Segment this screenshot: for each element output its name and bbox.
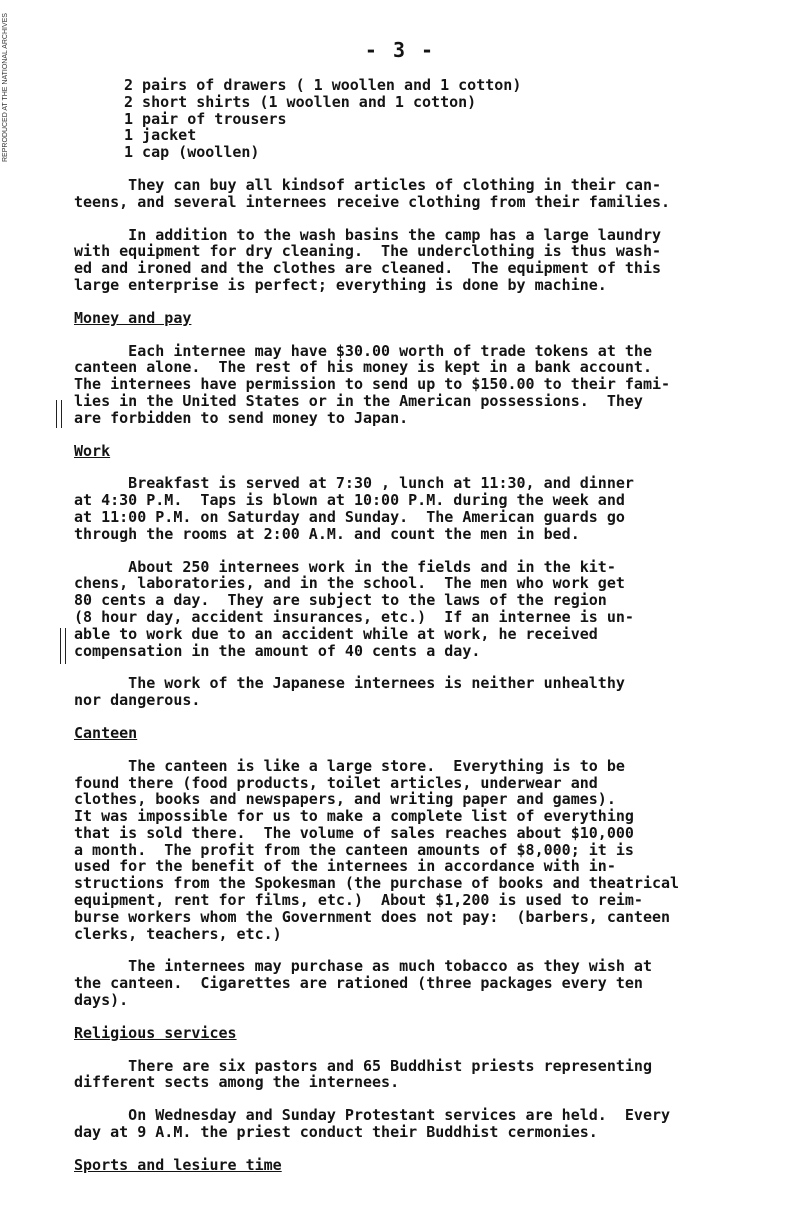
list-item: 1 jacket: [124, 126, 197, 145]
text-line: structions from the Spokesman (the purchase of books and theatrical: [74, 874, 680, 893]
list-item: 2 short shirts (1 woollen and 1 cotton): [124, 92, 477, 111]
text-line: On Wednesday and Sunday Protestant services are held. Every: [74, 1106, 671, 1125]
paragraph-canteen-clothing: [74, 177, 749, 211]
text-line: clothes, books and newspapers, and writing paper and games).: [74, 790, 616, 809]
text-line: The internees may purchase as much tobacco as they wish at: [74, 957, 652, 976]
text-line: In addition to the wash basins the camp has a large laundry: [74, 225, 661, 244]
text-line: with equipment for dry cleaning. The underclothing is thus wash-: [74, 242, 661, 261]
text-line: compensation in the amount of 40 cents a day.: [74, 641, 481, 660]
section-heading-work: Work: [74, 441, 111, 460]
paragraph-laundry: [74, 227, 749, 294]
text-line: It was impossible for us to make a complete list of everything: [74, 807, 634, 826]
text-line: The internees have permission to send up to $150.00 to their fami-: [74, 375, 671, 394]
section-heading-money: Money and pay: [74, 308, 192, 327]
text-line: days).: [74, 991, 129, 1010]
text-line: at 4:30 P.M. Taps is blown at 10:00 P.M. during the week and: [74, 491, 625, 510]
text-line: lies in the United States or in the American possessions. They: [74, 391, 643, 410]
paragraph-religious-services: [74, 1107, 749, 1141]
text-line: different sects among the internees.: [74, 1073, 400, 1092]
text-line: chens, laboratories, and in the school. The men who work get: [74, 574, 625, 593]
text-line: canteen alone. The rest of his money is kept in a bank account.: [74, 358, 652, 377]
section-heading-sports: Sports and lesiure time: [74, 1155, 282, 1174]
list-item: 2 pairs of drawers ( 1 woollen and 1 cotton): [124, 76, 522, 94]
document-body: [74, 77, 749, 1174]
text-line: through the rooms at 2:00 A.M. and count the men in bed.: [74, 524, 580, 543]
text-line: About 250 internees work in the fields and in the kit-: [74, 557, 616, 576]
section-heading-religious: Religious services: [74, 1023, 237, 1042]
text-line: that is sold there. The volume of sales reaches about $10,000: [74, 823, 634, 842]
paragraph-money: [74, 343, 749, 427]
paragraph-work-schedule: [74, 475, 749, 542]
text-line: at 11:00 P.M. on Saturday and Sunday. The American guards go: [74, 507, 625, 526]
archive-stamp: REPRODUCED AT THE NATIONAL ARCHIVES: [2, 13, 9, 162]
text-line: They can buy all kindsof articles of clothing in their can-: [74, 175, 661, 194]
text-line: found there (food products, toilet articles, underwear and: [74, 773, 598, 792]
text-line: The work of the Japanese internees is neither unhealthy: [74, 674, 625, 693]
list-item: 1 cap (woollen): [124, 143, 260, 162]
margin-mark: [60, 628, 66, 664]
paragraph-religious-priests: [74, 1058, 749, 1092]
paragraph-tobacco: [74, 958, 749, 1008]
text-line: The canteen is like a large store. Everything is to be: [74, 756, 625, 775]
clothing-list: [124, 77, 749, 161]
text-line: able to work due to an accident while at work, he received: [74, 624, 598, 643]
text-line: used for the benefit of the internees in accordance with in-: [74, 857, 616, 876]
paragraph-work-japanese: [74, 675, 749, 709]
paragraph-work-labor: [74, 559, 749, 660]
section-heading-canteen: Canteen: [74, 723, 138, 742]
text-line: ed and ironed and the clothes are cleaned. The equipment of this: [74, 259, 661, 278]
margin-mark: [56, 400, 62, 428]
text-line: burse workers whom the Government does not pay: (barbers, canteen: [74, 907, 671, 926]
text-line: 80 cents a day. They are subject to the laws of the region: [74, 591, 607, 610]
list-item: 1 pair of trousers: [124, 109, 287, 128]
text-line: Each internee may have $30.00 worth of trade tokens at the: [74, 341, 652, 360]
text-line: large enterprise is perfect; everything is done by machine.: [74, 275, 607, 294]
text-line: nor dangerous.: [74, 691, 201, 710]
text-line: day at 9 A.M. the priest conduct their Buddhist cermonies.: [74, 1123, 598, 1142]
text-line: Breakfast is served at 7:30 , lunch at 11:30, and dinner: [74, 474, 634, 493]
text-line: (8 hour day, accident insurances, etc.) If an internee is un-: [74, 607, 634, 626]
text-line: teens, and several internees receive clothing from their families.: [74, 192, 671, 211]
text-line: are forbidden to send money to Japan.: [74, 408, 409, 427]
text-line: the canteen. Cigarettes are rationed (three packages every ten: [74, 974, 643, 993]
page-number: - 3 -: [364, 38, 436, 62]
text-line: a month. The profit from the canteen amounts of $8,000; it is: [74, 840, 634, 859]
paragraph-canteen: [74, 758, 749, 943]
text-line: clerks, teachers, etc.): [74, 924, 282, 943]
text-line: There are six pastors and 65 Buddhist priests representing: [74, 1056, 652, 1075]
text-line: equipment, rent for films, etc.) About $1,200 is used to reim-: [74, 891, 643, 910]
